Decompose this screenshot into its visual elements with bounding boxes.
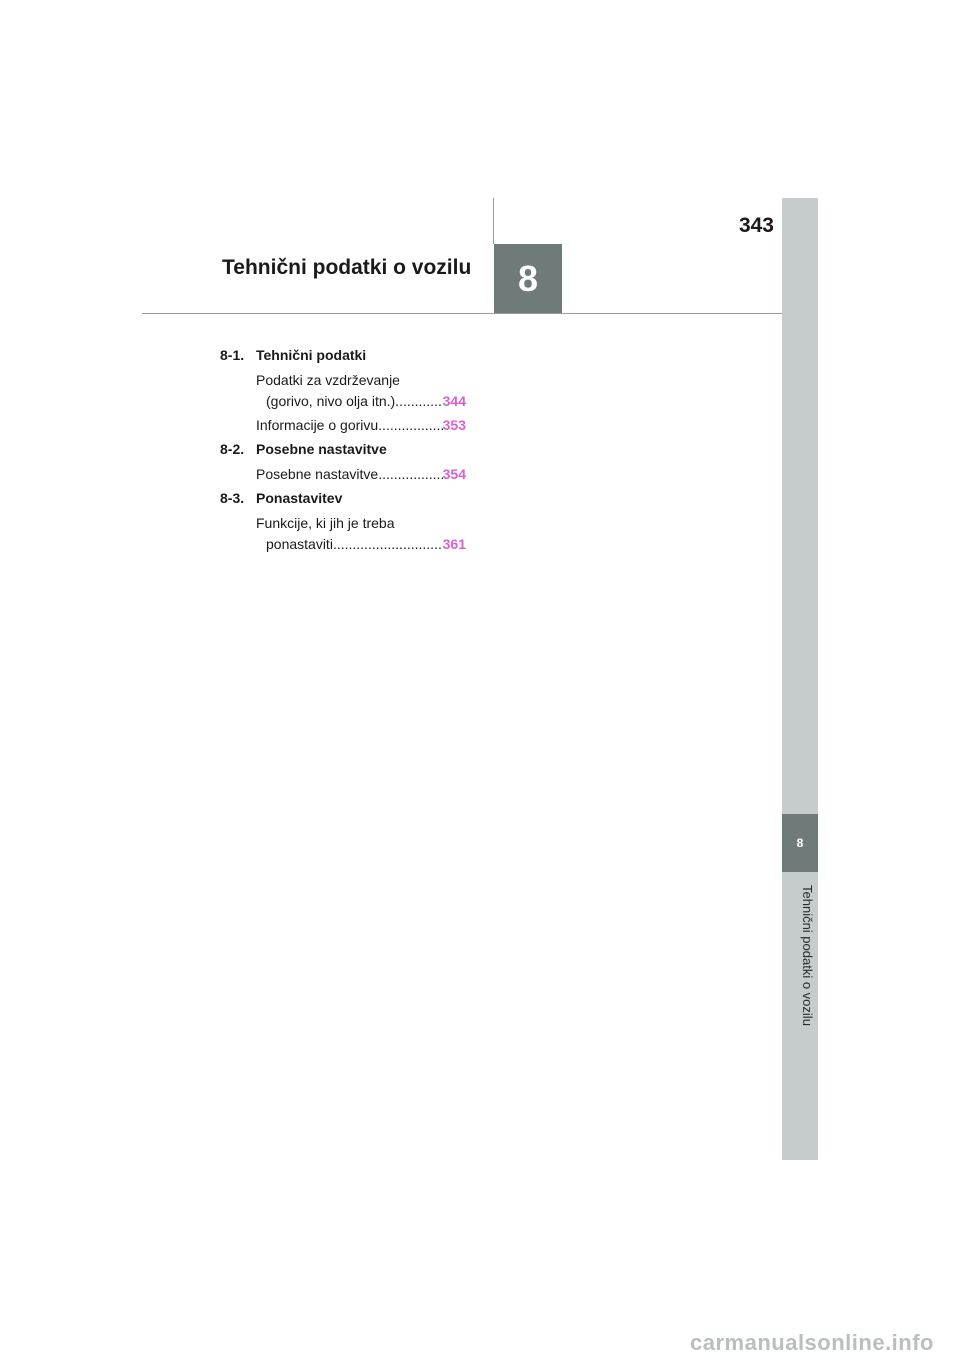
- toc-entry-text: Podatki za vzdrževanje: [256, 372, 400, 388]
- toc-page-link[interactable]: 344: [442, 393, 466, 409]
- toc-leader-dots: [395, 391, 442, 412]
- header-divider-vertical: [493, 198, 494, 244]
- toc-section-8-2[interactable]: [220, 439, 466, 463]
- toc-section-number: 8-2.: [220, 441, 245, 457]
- side-tab-number[interactable]: 8: [782, 814, 818, 872]
- toc-page-link[interactable]: 361: [442, 536, 466, 552]
- page-number: 343: [738, 214, 774, 237]
- toc-entry-special-settings[interactable]: [256, 464, 466, 485]
- toc-leader-dots: [333, 534, 443, 555]
- toc-entry-fuel-information[interactable]: [256, 415, 466, 436]
- toc-leader-dots: [378, 464, 442, 485]
- toc-entry-reset-functions[interactable]: [256, 513, 466, 555]
- toc-page-link[interactable]: 353: [442, 417, 466, 433]
- toc-entry-text-continued: (gorivo, nivo olja itn.): [266, 393, 396, 409]
- toc-section-title: Tehnični podatki: [256, 347, 367, 363]
- toc-section-8-3[interactable]: [220, 488, 466, 512]
- toc-leader-dots: [378, 415, 442, 436]
- footer-watermark: carmanualsonline.info: [690, 1330, 934, 1355]
- toc-section-title: Ponastavitev: [256, 490, 343, 506]
- toc-section-number: 8-3.: [220, 490, 245, 506]
- chapter-number-box: 8: [494, 244, 562, 313]
- toc-entry-text: Funkcije, ki jih je treba: [256, 515, 395, 531]
- chapter-title: Tehnični podatki o vozilu: [222, 256, 472, 279]
- toc-section-number: 8-1.: [220, 347, 245, 363]
- toc-entry-text: Informacije o gorivu: [256, 417, 379, 433]
- toc-page-link[interactable]: 354: [442, 466, 466, 482]
- side-tab-label: Tehnični podatki o vozilu: [800, 885, 815, 1026]
- table-of-contents: [220, 345, 466, 558]
- header-rule: [142, 313, 783, 314]
- toc-entry-maintenance-data[interactable]: [256, 370, 466, 412]
- toc-entry-text-continued: ponastaviti: [266, 536, 333, 552]
- toc-entry-text: Posebne nastavitve: [256, 466, 379, 482]
- toc-section-8-1[interactable]: [220, 345, 466, 369]
- toc-section-title: Posebne nastavitve: [256, 441, 387, 457]
